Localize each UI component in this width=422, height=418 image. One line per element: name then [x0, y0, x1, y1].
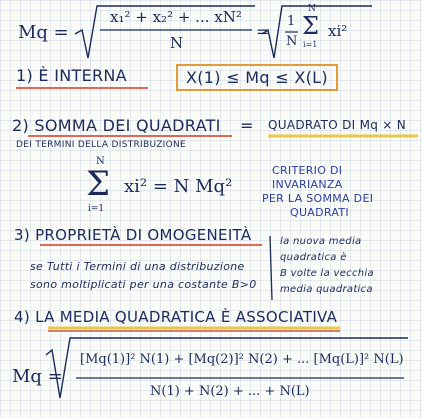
section4-denominator: N(1) + N(2) + ... + N(L) — [150, 384, 310, 399]
formula-frac-n: N — [286, 34, 298, 49]
section3-side3: B volte la vecchia — [280, 268, 374, 279]
sum-bottom-2: i=1 — [88, 204, 105, 214]
section2-label: 2) SOMMA DEI QUADRATI — [12, 116, 221, 135]
sum-symbol-2: Σ — [86, 164, 111, 204]
section4-numerator: [Mq(1)]² N(1) + [Mq(2)]² N(2) + ... [Mq(L)]² N(L) — [80, 352, 404, 367]
section2-rhs: QUADRATO DI Mq × N — [268, 118, 407, 132]
criterion-line-3: PER LA SOMMA DEI — [262, 192, 374, 205]
formula-lhs: Mq = — [18, 22, 69, 43]
formula-frac-one: 1 — [287, 14, 296, 29]
section3-label: 3) PROPRIETÀ DI OMOGENEITÀ — [14, 226, 252, 244]
formula-denominator: N — [170, 34, 184, 52]
sum-bottom-1: i=1 — [303, 40, 318, 49]
sum-expression-2: xi² = N Mq² — [124, 176, 233, 197]
section3-side1: la nuova media — [280, 236, 362, 247]
criterion-line-4: QUADRATI — [290, 206, 349, 219]
section3-line1: se Tutti i Termini di una distribuzione — [30, 260, 245, 273]
section1-label: 1) È INTERNA — [16, 66, 127, 85]
section2-subtitle: DEI TERMINI DELLA DISTRIBUZIONE — [16, 140, 187, 150]
criterion-line-1: CRITERIO DI — [272, 164, 343, 177]
sum-symbol-1: Σ — [302, 12, 319, 40]
section3-side2: quadratica è — [280, 252, 347, 263]
sum-top-2: N — [96, 156, 105, 167]
formula-term: xi² — [328, 22, 348, 40]
section4-lhs: Mq = — [12, 366, 63, 387]
formula-numerator: x₁² + x₂² + ... xN² — [110, 8, 242, 26]
section3-side4: media quadratica — [280, 284, 373, 295]
section4-label: 4) LA MEDIA QUADRATICA È ASSOCIATIVA — [14, 308, 338, 326]
formula-equals: = — [256, 22, 270, 41]
criterion-line-2: INVARIANZA — [272, 178, 343, 191]
section1-box: X(1) ≤ Mq ≤ X(L) — [176, 64, 338, 91]
section2-equals: = — [240, 116, 254, 135]
sum-top-1: N — [308, 4, 316, 14]
separator-line — [270, 236, 272, 300]
section3-line2: sono moltiplicati per una costante B>0 — [30, 278, 257, 291]
